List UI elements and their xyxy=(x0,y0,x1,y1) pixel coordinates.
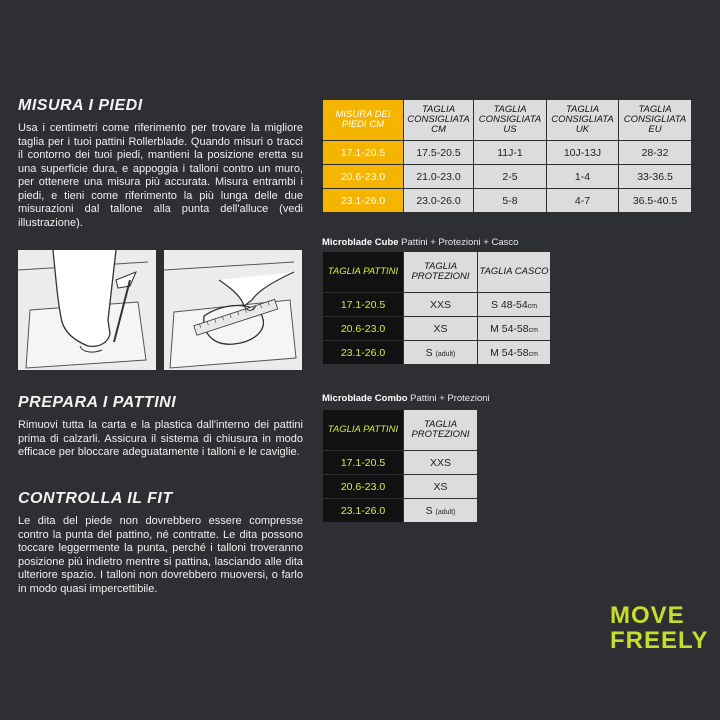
cube-caption-product: Microblade Cube xyxy=(322,237,399,248)
table-header-row xyxy=(323,410,478,451)
column-header: TAGLIA PROTEZIONI xyxy=(404,252,478,293)
column-header: TAGLIA CONSIGLIATA CM xyxy=(404,100,474,141)
cube-caption-contents: Pattini + Protezioni + Casco xyxy=(398,237,519,248)
column-header: TAGLIA CONSIGLIATA UK xyxy=(547,100,619,141)
table-header-row xyxy=(323,252,551,293)
column-header: TAGLIA PATTINI xyxy=(323,252,404,293)
helmet-size: S 48-54 xyxy=(490,298,528,311)
fit-title: CONTROLLA IL FIT xyxy=(18,490,173,507)
table-cell: 4-7 xyxy=(547,189,619,213)
table-cell xyxy=(404,341,478,365)
table-row xyxy=(323,451,478,475)
table-row xyxy=(323,475,478,499)
table-cell xyxy=(478,341,551,365)
measure-body: Usa i centimetri come riferimento per trovare la migliore taglia per i tuoi pattini Rollerblade. Quando misuri o tracci il contorno dei tuoi piedi, mantieni la posizione eretta su una superficie dura, e appoggia i talloni contro un muro, per ottenere una misura più accurata. Misura entrambi i piedi, e tieni come riferimento la più lunga delle due misurazioni dal tallone alla punta dell'alluce (vedi illustrazione). xyxy=(18,122,303,229)
foot-tracing-illustration xyxy=(18,250,156,370)
combo-caption-contents: Pattini + Protezioni xyxy=(407,393,490,404)
protection-size: S xyxy=(425,346,433,359)
table-cell: 20.6-23.0 xyxy=(323,165,404,189)
column-header: TAGLIA CONSIGLIATA EU xyxy=(619,100,692,141)
table-row xyxy=(323,499,478,523)
table-cell: 17.1-20.5 xyxy=(323,141,404,165)
table-cell: 28-32 xyxy=(619,141,692,165)
prepare-title: PREPARA I PATTINI xyxy=(18,394,177,411)
size-chart-table xyxy=(322,99,692,213)
table-cell: 11J-1 xyxy=(474,141,547,165)
table-cell: 2-5 xyxy=(474,165,547,189)
table-cell: 5-8 xyxy=(474,189,547,213)
table-row xyxy=(323,293,551,317)
table-cell: 17.1-20.5 xyxy=(323,451,404,475)
table-row xyxy=(323,165,692,189)
logo-line-1: MOVE xyxy=(610,602,685,629)
table-cell: 23.1-26.0 xyxy=(323,499,404,523)
unit-label: cm xyxy=(528,350,538,358)
table-cell: XS xyxy=(404,475,478,499)
table-row xyxy=(323,317,551,341)
table-cell: XS xyxy=(404,317,478,341)
table-cell xyxy=(478,293,551,317)
combo-caption-product: Microblade Combo xyxy=(322,393,408,404)
table-cell: 23.1-26.0 xyxy=(323,189,404,213)
table-cell: 21.0-23.0 xyxy=(404,165,474,189)
move-freely-logo xyxy=(610,603,708,653)
fit-body: Le dita del piede non dovrebbero essere compresse contro la punta del pattino, né contratte. Le dita possono toccare leggermente la punta, perché i talloni troveranno posizione più indietro mentre si pattina, lasciando alle dita ulteriore spazio. I talloni non dovrebbero muoversi, o farlo in modo quasi impercettibile. xyxy=(18,515,303,595)
table-row xyxy=(323,341,551,365)
cube-caption xyxy=(322,237,518,248)
table-row xyxy=(323,189,692,213)
table-cell: 20.6-23.0 xyxy=(323,317,404,341)
table-cell: 33-36.5 xyxy=(619,165,692,189)
table-cell: 23.1-26.0 xyxy=(323,341,404,365)
foot-measuring-illustration xyxy=(164,250,302,370)
table-cell: 10J-13J xyxy=(547,141,619,165)
column-header: TAGLIA CASCO xyxy=(478,252,551,293)
protection-size: S xyxy=(425,504,433,517)
table-row xyxy=(323,141,692,165)
helmet-size: M 54-58 xyxy=(490,346,529,359)
adult-note: (adult) xyxy=(435,350,456,358)
combo-caption xyxy=(322,393,490,404)
table-header-row xyxy=(323,100,692,141)
cube-size-table xyxy=(322,251,551,365)
table-cell xyxy=(478,317,551,341)
column-header: TAGLIA CONSIGLIATA US xyxy=(474,100,547,141)
adult-note: (adult) xyxy=(435,508,456,516)
table-cell xyxy=(404,499,478,523)
helmet-size: M 54-58 xyxy=(490,322,529,335)
table-cell: 23.0-26.0 xyxy=(404,189,474,213)
table-cell: 17.1-20.5 xyxy=(323,293,404,317)
logo-line-2: FREELY xyxy=(610,627,709,654)
table-cell: XXS xyxy=(404,293,478,317)
column-header: MISURA DEI PIEDI CM xyxy=(323,100,404,141)
table-cell: 17.5-20.5 xyxy=(404,141,474,165)
column-header: TAGLIA PROTEZIONI xyxy=(404,410,478,451)
unit-label: cm xyxy=(528,326,538,334)
table-cell: 20.6-23.0 xyxy=(323,475,404,499)
combo-size-table xyxy=(322,409,478,523)
prepare-body: Rimuovi tutta la carta e la plastica dall'interno dei pattini prima di calzarli. Assicura il sistema di chiusura in modo efficace per bloccare adeguatamente i talloni e le caviglie. xyxy=(18,419,303,458)
unit-label: cm xyxy=(527,302,538,310)
table-cell: 36.5-40.5 xyxy=(619,189,692,213)
table-cell: 1-4 xyxy=(547,165,619,189)
column-header: TAGLIA PATTINI xyxy=(323,410,404,451)
table-cell: XXS xyxy=(404,451,478,475)
measure-title: MISURA I PIEDI xyxy=(18,97,143,114)
